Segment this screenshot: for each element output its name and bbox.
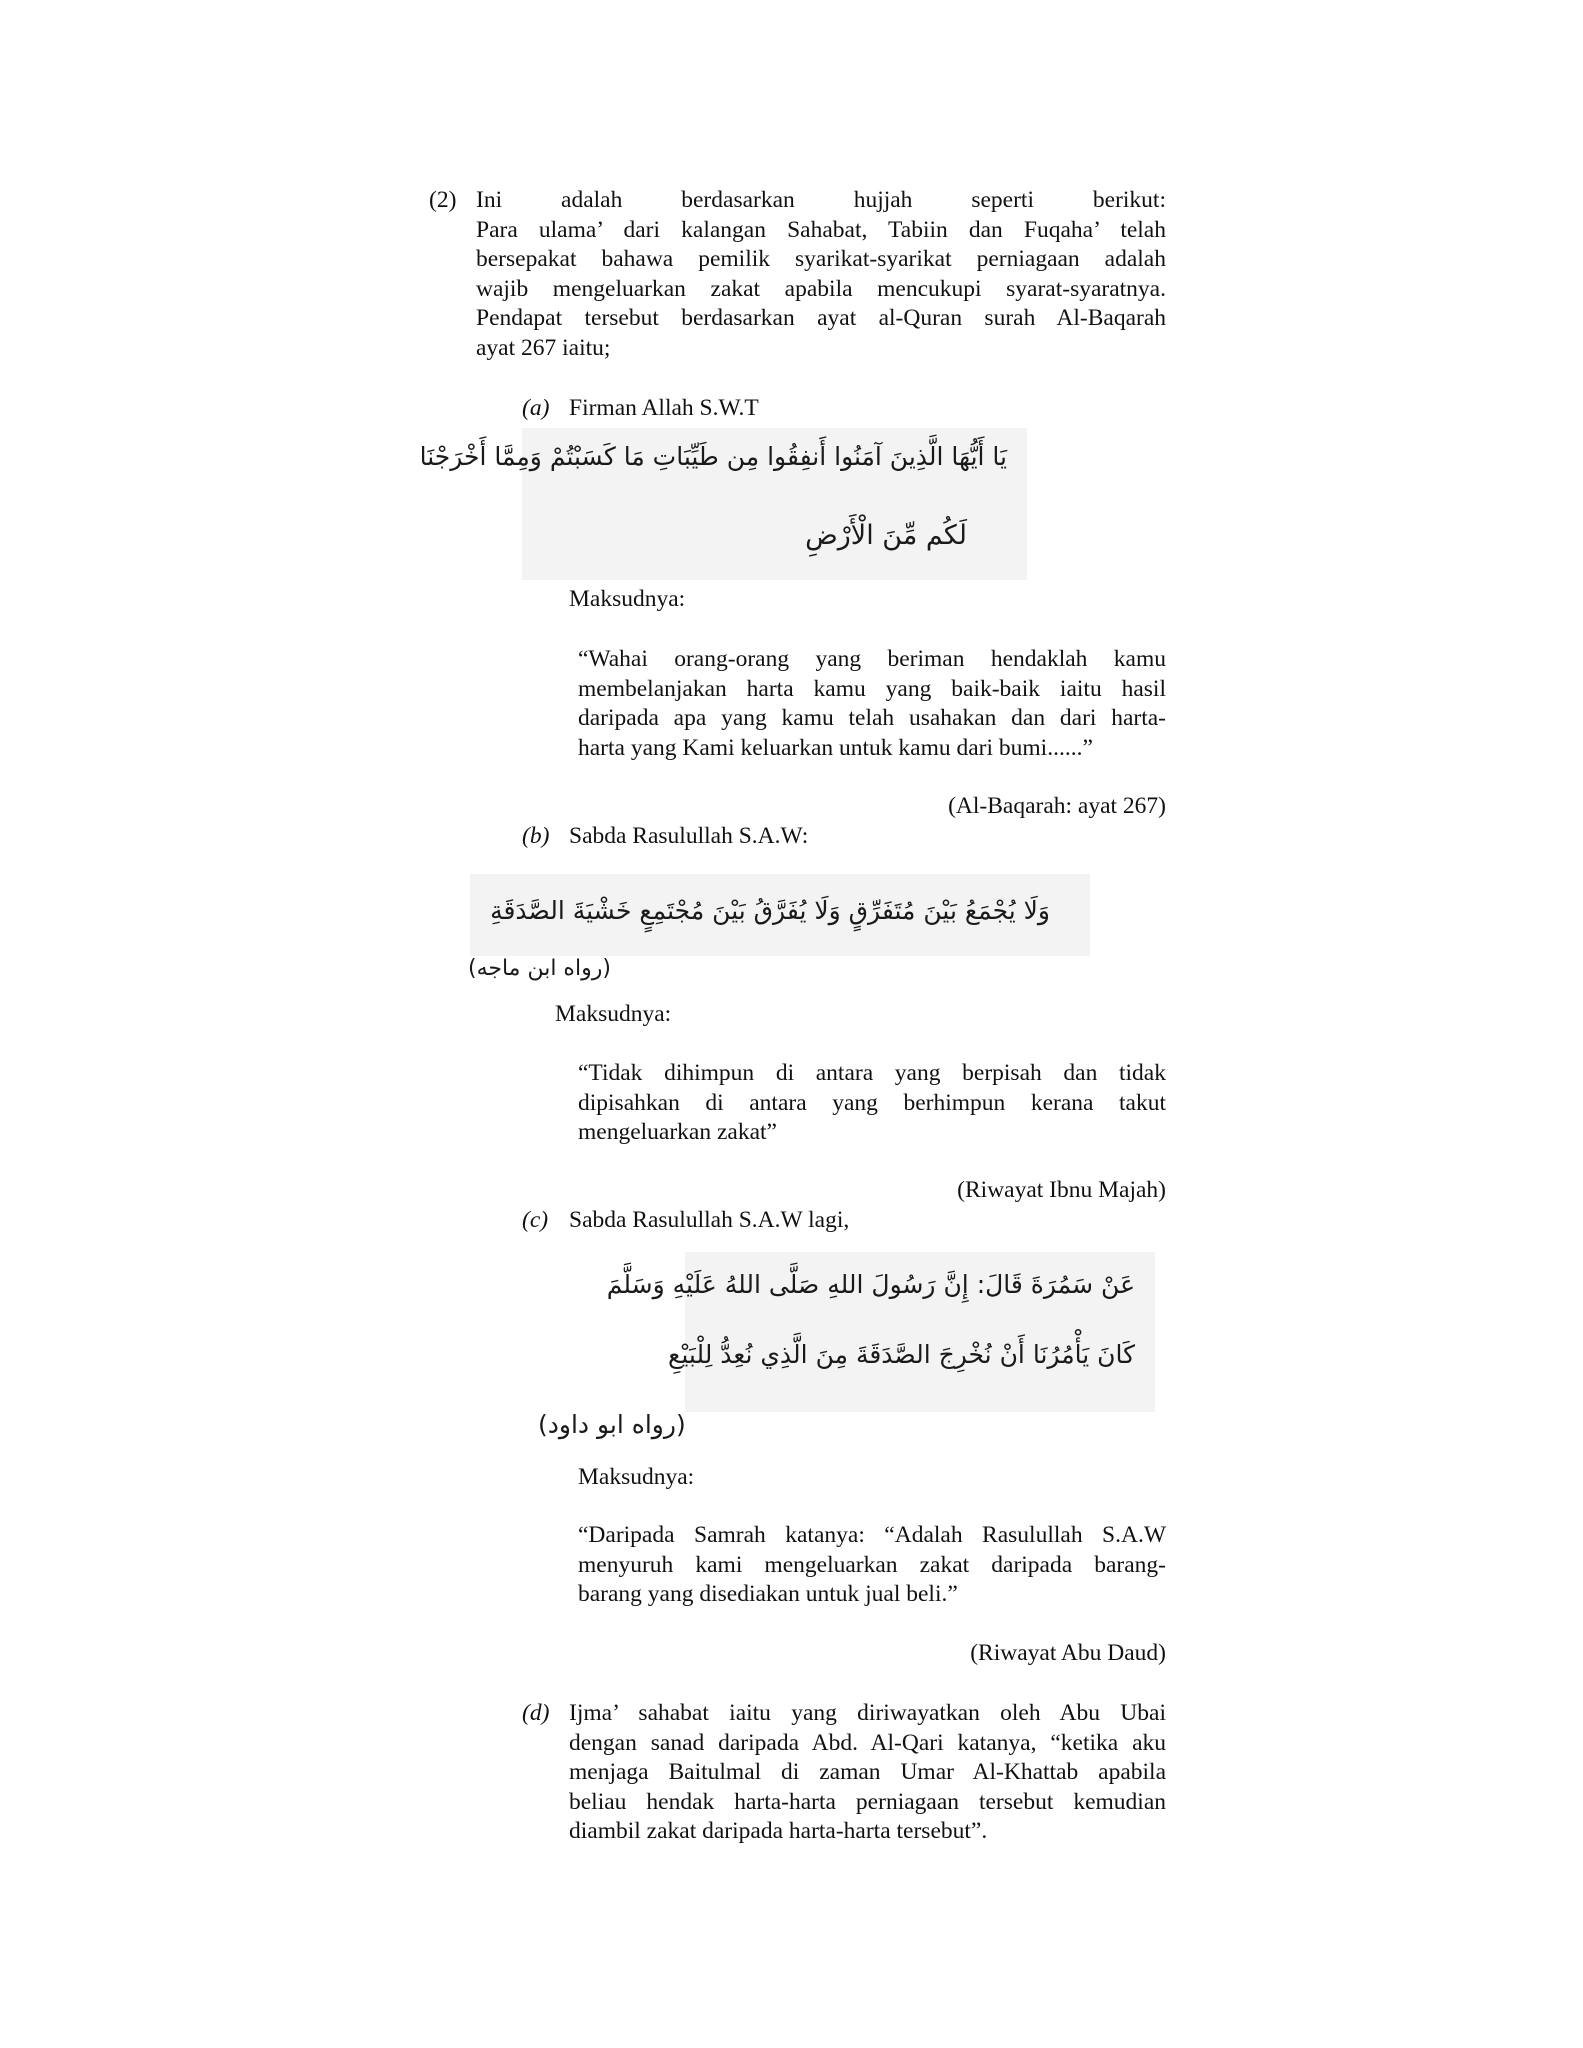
item-a-maksud-label: Maksudnya: — [569, 586, 686, 612]
item-b-label: (b) — [522, 823, 550, 849]
quran-verse-image — [419, 428, 1027, 580]
item-a-label: (a) — [522, 395, 550, 421]
intro-line: ayat 267 iaitu; — [476, 334, 611, 361]
item-c-heading: Sabda Rasulullah S.A.W lagi, — [569, 1207, 850, 1233]
translation-line: harta yang Kami keluarkan untuk kamu dari bumi......” — [578, 734, 1093, 761]
arabic-line: لَكُم مِّنَ الْأَرْضِ — [805, 520, 967, 551]
intro-line: Pendapat tersebut berdasarkan ayat al-Quran surah Al-Baqarah — [476, 305, 1166, 331]
hadith-reference: (رواه ابن ماجه) — [468, 956, 611, 981]
body-line: menjaga Baitulmal di zaman Umar Al-Khattab apabila — [569, 1759, 1166, 1785]
translation-line: menyuruh kami mengeluarkan zakat daripada barang- — [578, 1551, 1166, 1578]
intro-line: Ini adalah berdasarkan hujjah seperti berikut: — [476, 187, 1166, 213]
hadith-image — [470, 874, 1090, 956]
translation-line: mengeluarkan zakat” — [578, 1119, 777, 1145]
body-line: diambil zakat daripada harta-harta tersebut”. — [569, 1818, 988, 1844]
body-line: Ijma’ sahabat iaitu yang diriwayatkan oleh Abu Ubai — [569, 1700, 1166, 1726]
item-b-translation — [578, 1059, 1166, 1148]
intro-line: wajib mengeluarkan zakat apabila mencukupi syarat-syaratnya. — [476, 275, 1166, 302]
body-line: dengan sanad daripada Abd. Al-Qari katanya, “ketika aku — [569, 1729, 1166, 1756]
hadith-reference: (رواه ابو داود) — [538, 1410, 686, 1439]
section-number: (2) — [429, 187, 457, 213]
translation-line: “Tidak dihimpun di antara yang berpisah dan tidak — [578, 1060, 1166, 1086]
item-c-source: (Riwayat Abu Daud) — [970, 1640, 1166, 1666]
body-line: beliau hendak harta-harta perniagaan tersebut kemudian — [569, 1788, 1166, 1815]
item-d-body — [569, 1699, 1166, 1847]
arabic-line: عَنْ سَمُرَةَ قَالَ: إِنَّ رَسُولَ اللهِ صَلَّى اللهُ عَلَيْهِ وَسَلَّمَ — [606, 1270, 1135, 1299]
item-d-label: (d) — [522, 1700, 550, 1726]
translation-line: “Wahai orang-orang yang beriman hendaklah kamu — [578, 646, 1166, 672]
item-c-label: (c) — [522, 1207, 549, 1233]
item-a-source: (Al-Baqarah: ayat 267) — [948, 793, 1166, 819]
item-c-translation — [578, 1521, 1166, 1610]
item-b-source: (Riwayat Ibnu Majah) — [957, 1177, 1166, 1203]
intro-line: bersepakat bahawa pemilik syarikat-syarikat perniagaan adalah — [476, 246, 1166, 272]
translation-line: membelanjakan harta kamu yang baik-baik iaitu hasil — [578, 675, 1166, 702]
item-b-maksud-label: Maksudnya: — [555, 1001, 672, 1027]
translation-line: barang yang disediakan untuk jual beli.” — [578, 1581, 958, 1607]
item-a-translation — [578, 645, 1166, 763]
arabic-line: يَا أَيُّهَا الَّذِينَ آمَنُوا أَنفِقُوا مِن طَيِّبَاتِ مَا كَسَبْتُمْ وَمِمَّا أَخْرَجْنَا — [419, 442, 1007, 471]
arabic-line: وَلَا يُجْمَعُ بَيْنَ مُتَفَرِّقٍ وَلَا يُفَرَّقُ بَيْنَ مُجْتَمِعٍ خَشْيَةَ الصَّدَقَةِ — [490, 896, 1050, 925]
intro-line: Para ulama’ dari kalangan Sahabat, Tabiin dan Fuqaha’ telah — [476, 216, 1166, 243]
item-b-heading: Sabda Rasulullah S.A.W: — [569, 823, 809, 849]
arabic-line: كَانَ يَأْمُرُنَا أَنْ نُخْرِجَ الصَّدَقَةَ مِنَ الَّذِي نُعِدُّ لِلْبَيْعِ — [668, 1340, 1135, 1369]
translation-line: “Daripada Samrah katanya: “Adalah Rasulullah S.A.W — [578, 1522, 1166, 1548]
section-intro — [476, 186, 1166, 363]
item-c-maksud-label: Maksudnya: — [578, 1464, 695, 1490]
translation-line: dipisahkan di antara yang berhimpun kerana takut — [578, 1089, 1166, 1116]
translation-line: daripada apa yang kamu telah usahakan dan dari harta- — [578, 705, 1166, 731]
item-a-heading: Firman Allah S.W.T — [569, 395, 759, 421]
hadith-image — [606, 1252, 1155, 1412]
